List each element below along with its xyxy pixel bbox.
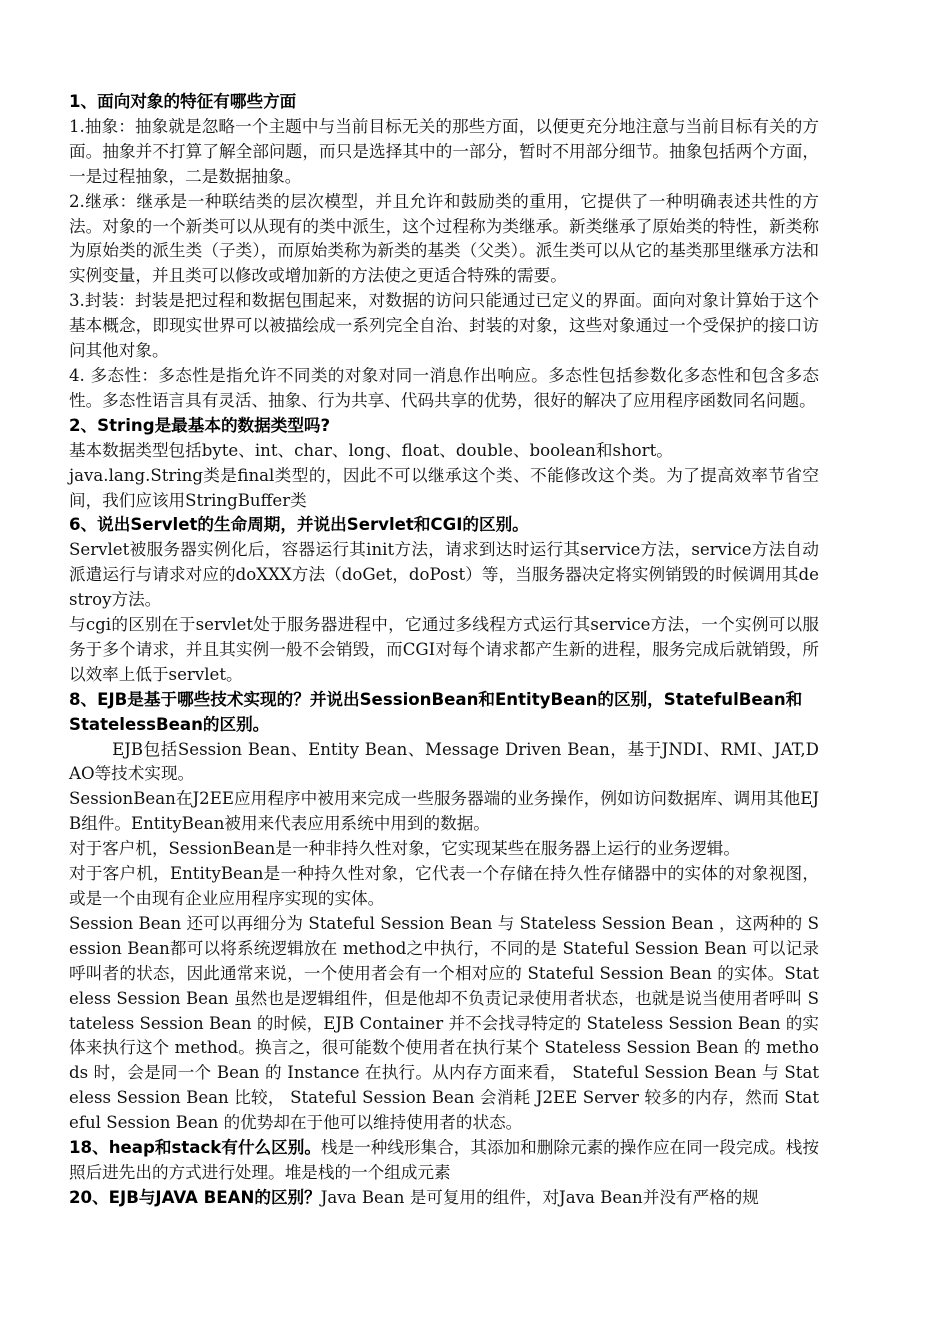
question-2-string-final-paragraph: java.lang.String类是final类型的，因此不可以继承这个类、不能修改这个类。为了提高效率节省空间，我们应该用StringBuffer类 bbox=[69, 465, 819, 510]
question-8-sessionbean-client-paragraph: 对于客户机，SessionBean是一种非持久性对象，它实现某些在服务器上运行的业务逻辑。 bbox=[69, 839, 740, 859]
question-20-heading: 20、EJB与JAVA BEAN的区别？ bbox=[69, 1187, 321, 1207]
question-2-primitive-types-paragraph: 基本数据类型包括byte、int、char、long、float、double、boolean和short。 bbox=[69, 440, 673, 460]
question-8-sessionbean-paragraph: SessionBean在J2EE应用程序中被用来完成一些服务器端的业务操作，例如访问数据库、调用其他EJB组件。EntityBean被用来代表应用系统中用到的数据。 bbox=[69, 789, 819, 834]
question-1-heading: 1、面向对象的特征有哪些方面 bbox=[69, 92, 297, 111]
question-6-cgi-difference-paragraph: 与cgi的区别在于servlet处于服务器进程中，它通过多线程方式运行其service方法，一个实例可以服务于多个请求，并且其实例一般不会销毁，而CGI对每个请求都产生新的进程，服务完成后就销毁，所以效率上低于servlet。 bbox=[69, 615, 819, 684]
question-1-inheritance-paragraph: 2.继承：继承是一种联结类的层次模型，并且允许和鼓励类的重用，它提供了一种明确表述共性的方法。对象的一个新类可以从现有的类中派生，这个过程称为类继承。新类继承了原始类的特性，新类称为原始类的派生类（子类），而原始类称为新类的基类（父类）。派生类可以从它的基类那里继承方法和实例变量，并且类可以修改或增加新的方法使之更适合特殊的需要。 bbox=[69, 191, 819, 286]
question-18-answer: 栈是一种线形集合，其添加和删除元素的操作应在同一段完成。栈按照后进先出的方式进行处理。堆是栈的一个组成元素 bbox=[69, 1138, 819, 1182]
document-body bbox=[69, 90, 819, 1211]
question-2-heading: 2、String是最基本的数据类型吗? bbox=[69, 415, 331, 435]
question-18-heading: 18、heap和stack有什么区别。 bbox=[69, 1138, 321, 1158]
question-18-paragraph bbox=[69, 1136, 819, 1186]
question-1-polymorphism-paragraph: 4. 多态性：多态性是指允许不同类的对象对同一消息作出响应。多态性包括参数化多态性和包含多态性。多态性语言具有灵活、抽象、行为共享、代码共享的优势，很好的解决了应用程序函数同名问题。 bbox=[69, 365, 819, 410]
question-1-encapsulation-paragraph: 3.封装：封装是把过程和数据包围起来，对数据的访问只能通过已定义的界面。面向对象计算始于这个基本概念，即现实世界可以被描绘成一系列完全自治、封装的对象，这些对象通过一个受保护的接口访问其他对象。 bbox=[69, 291, 819, 361]
question-8-entitybean-client-paragraph: 对于客户机，EntityBean是一种持久性对象，它代表一个存储在持久性存储器中的实体的对象视图，或是一个由现有企业应用程序实现的实体。 bbox=[69, 864, 819, 908]
question-20-answer: Java Bean 是可复用的组件，对Java Bean并没有严格的规 bbox=[320, 1187, 759, 1207]
question-20-paragraph bbox=[69, 1186, 819, 1211]
question-8-stateful-stateless-paragraph: Session Bean 还可以再细分为 Stateful Session Bean 与 Stateless Session Bean ，这两种的 Session Bean都可以将系统逻辑放在 method之中执行，不同的是 Stateful Session Bean 可以记录呼叫者的状态，因此通常来说，一个使用者会有一个相对应的 Stateful Session Bean 的实体。Stateless Session Bean 虽然也是逻辑组件，但是他却不负责记录使用者状态，也就是说当使用者呼叫 Stateless Session Bean 的时候，EJB Container 并不会找寻特定的 Stateless Session Bean 的实体来执行这个 method。换言之，很可能数个使用者在执行某个 Stateless Session Bean 的 methods 时，会是同一个 Bean 的 Instance 在执行。从内存方面来看， Stateful Session Bean 与 Stateless Session Bean 比较， Stateful Session Bean 会消耗 J2EE Server 较多的内存，然而 Stateful Session Bean 的优势却在于他可以维持使用者的状态。 bbox=[69, 913, 819, 1133]
question-1-abstraction-paragraph: 1.抽象：抽象就是忽略一个主题中与当前目标无关的那些方面，以便更充分地注意与当前目标有关的方面。抽象并不打算了解全部问题，而只是选择其中的一部分，暂时不用部分细节。抽象包括两个方面，一是过程抽象，二是数据抽象。 bbox=[69, 116, 819, 186]
question-6-lifecycle-paragraph: Servlet被服务器实例化后，容器运行其init方法，请求到达时运行其service方法，service方法自动派遣运行与请求对应的doXXX方法（doGet，doPost）等，当服务器决定将实例销毁的时候调用其destroy方法。 bbox=[69, 540, 819, 610]
question-8-ejb-technologies-paragraph: EJB包括Session Bean、Entity Bean、Message Driven Bean，基于JNDI、RMI、JAT,DAO等技术实现。 bbox=[69, 739, 819, 784]
question-6-heading: 6、说出Servlet的生命周期，并说出Servlet和CGI的区别。 bbox=[69, 515, 529, 535]
question-8-heading: 8、EJB是基于哪些技术实现的？并说出SessionBean和EntityBean的区别，StatefulBean和StatelessBean的区别。 bbox=[69, 689, 803, 734]
